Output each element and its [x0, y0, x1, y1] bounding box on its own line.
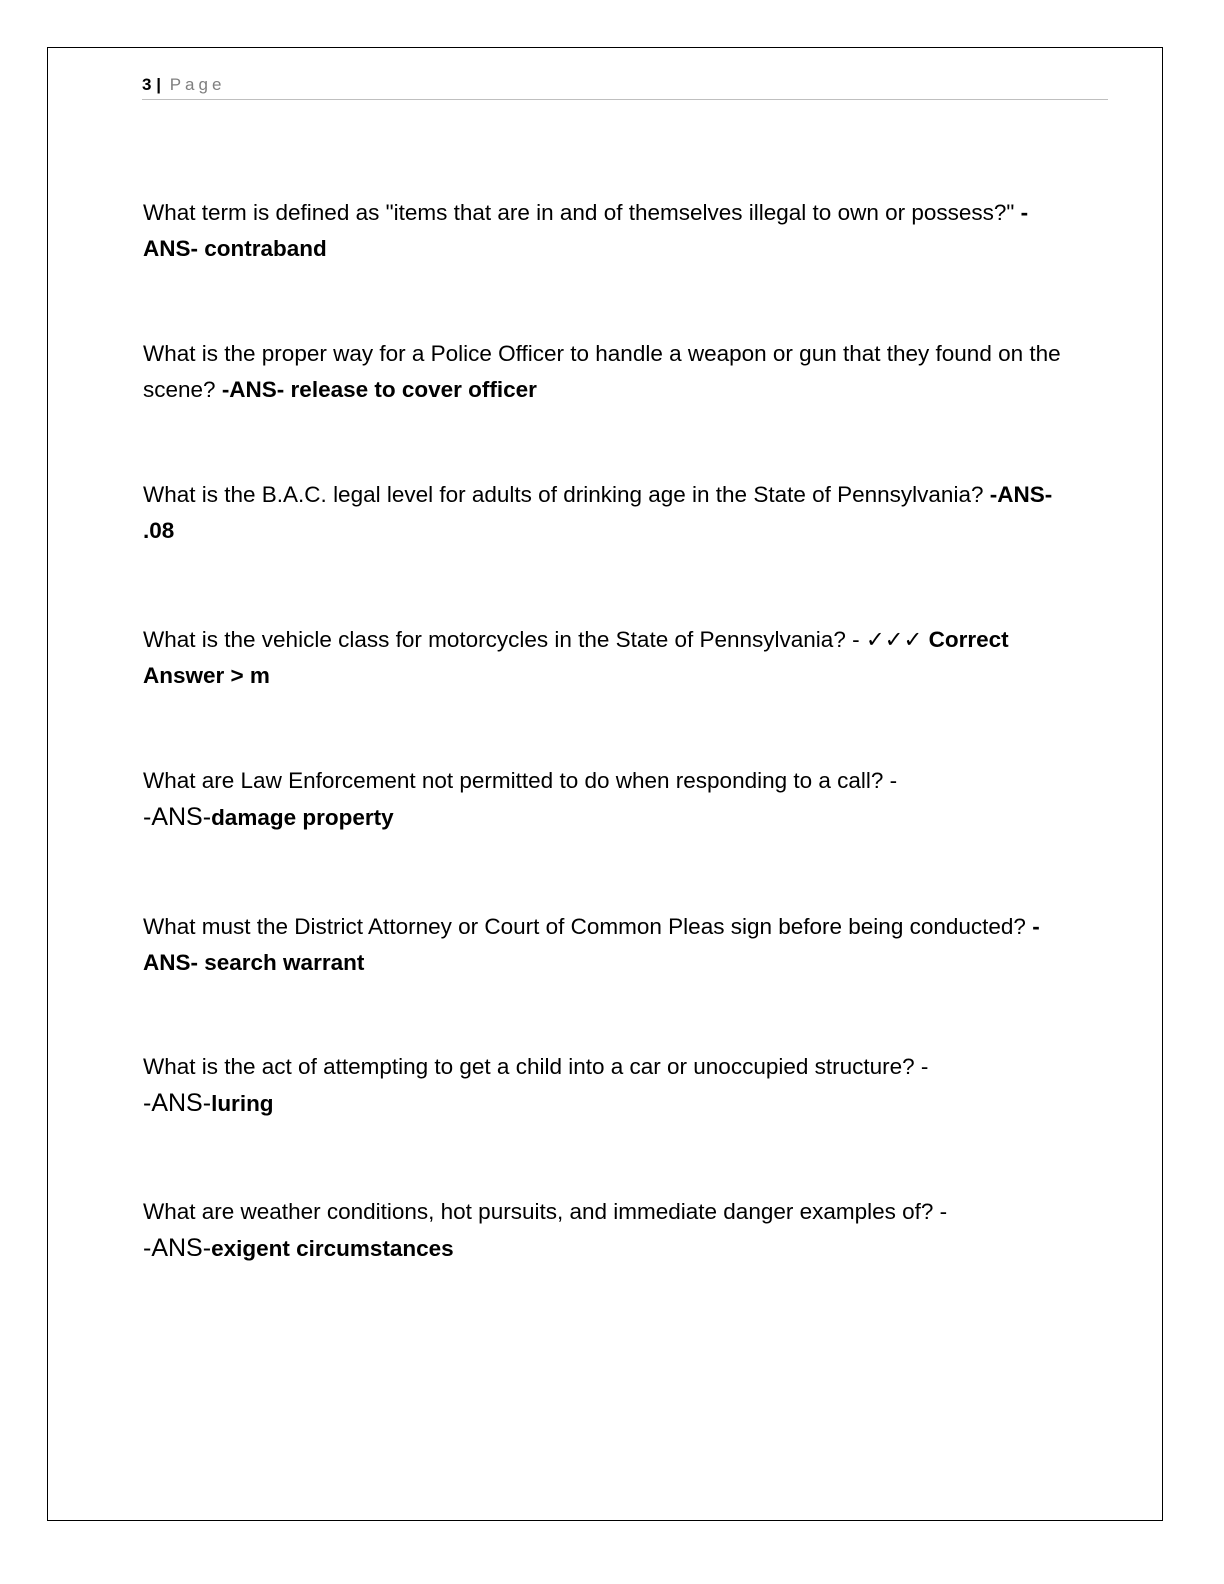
question-text: What are weather conditions, hot pursuits, and immediate danger examples of? -	[143, 1199, 948, 1224]
qa-item	[143, 763, 1083, 836]
answer-text: luring	[211, 1091, 274, 1116]
question-text: What is the B.A.C. legal level for adults of drinking age in the State of Pennsylvania?	[143, 482, 990, 507]
question-text: What term is defined as "items that are in and of themselves illegal to own or possess?"	[143, 200, 1021, 225]
answer-text: -ANS- release to cover officer	[221, 377, 537, 402]
qa-item	[143, 195, 1083, 267]
page-number: 3	[142, 75, 152, 94]
answer-text: -ANS- .08	[143, 482, 1053, 543]
answer-text: -ANS- search warrant	[143, 914, 1040, 975]
answer-prefix: -ANS-	[143, 1234, 212, 1262]
answer-text: ✓✓✓ Correct Answer > m	[143, 627, 1009, 688]
qa-item	[143, 1194, 1083, 1267]
qa-item	[143, 336, 1083, 408]
question-text: What is the act of attempting to get a child into a car or unoccupied structure? -	[143, 1054, 929, 1079]
header-separator: |	[156, 75, 161, 94]
qa-item	[143, 1049, 1083, 1122]
question-text: What is the vehicle class for motorcycles in the State of Pennsylvania? -	[143, 627, 866, 652]
question-text: What must the District Attorney or Court of Common Pleas sign before being conducted?	[143, 914, 1033, 939]
page-label: Page	[169, 75, 226, 94]
page-header	[142, 74, 1108, 100]
answer-text: exigent circumstances	[211, 1236, 454, 1261]
question-text: What is the proper way for a Police Officer to handle a weapon or gun that they found on the scene?	[143, 341, 1061, 402]
qa-item	[143, 477, 1083, 549]
question-text: What are Law Enforcement not permitted to do when responding to a call? -	[143, 768, 898, 793]
answer-prefix: -ANS-	[143, 1089, 212, 1117]
answer-text: damage property	[211, 805, 394, 830]
answer-prefix: -ANS-	[143, 803, 212, 831]
qa-item	[143, 622, 1083, 694]
qa-item	[143, 909, 1083, 981]
answer-text: -ANS- contraband	[143, 200, 1029, 261]
